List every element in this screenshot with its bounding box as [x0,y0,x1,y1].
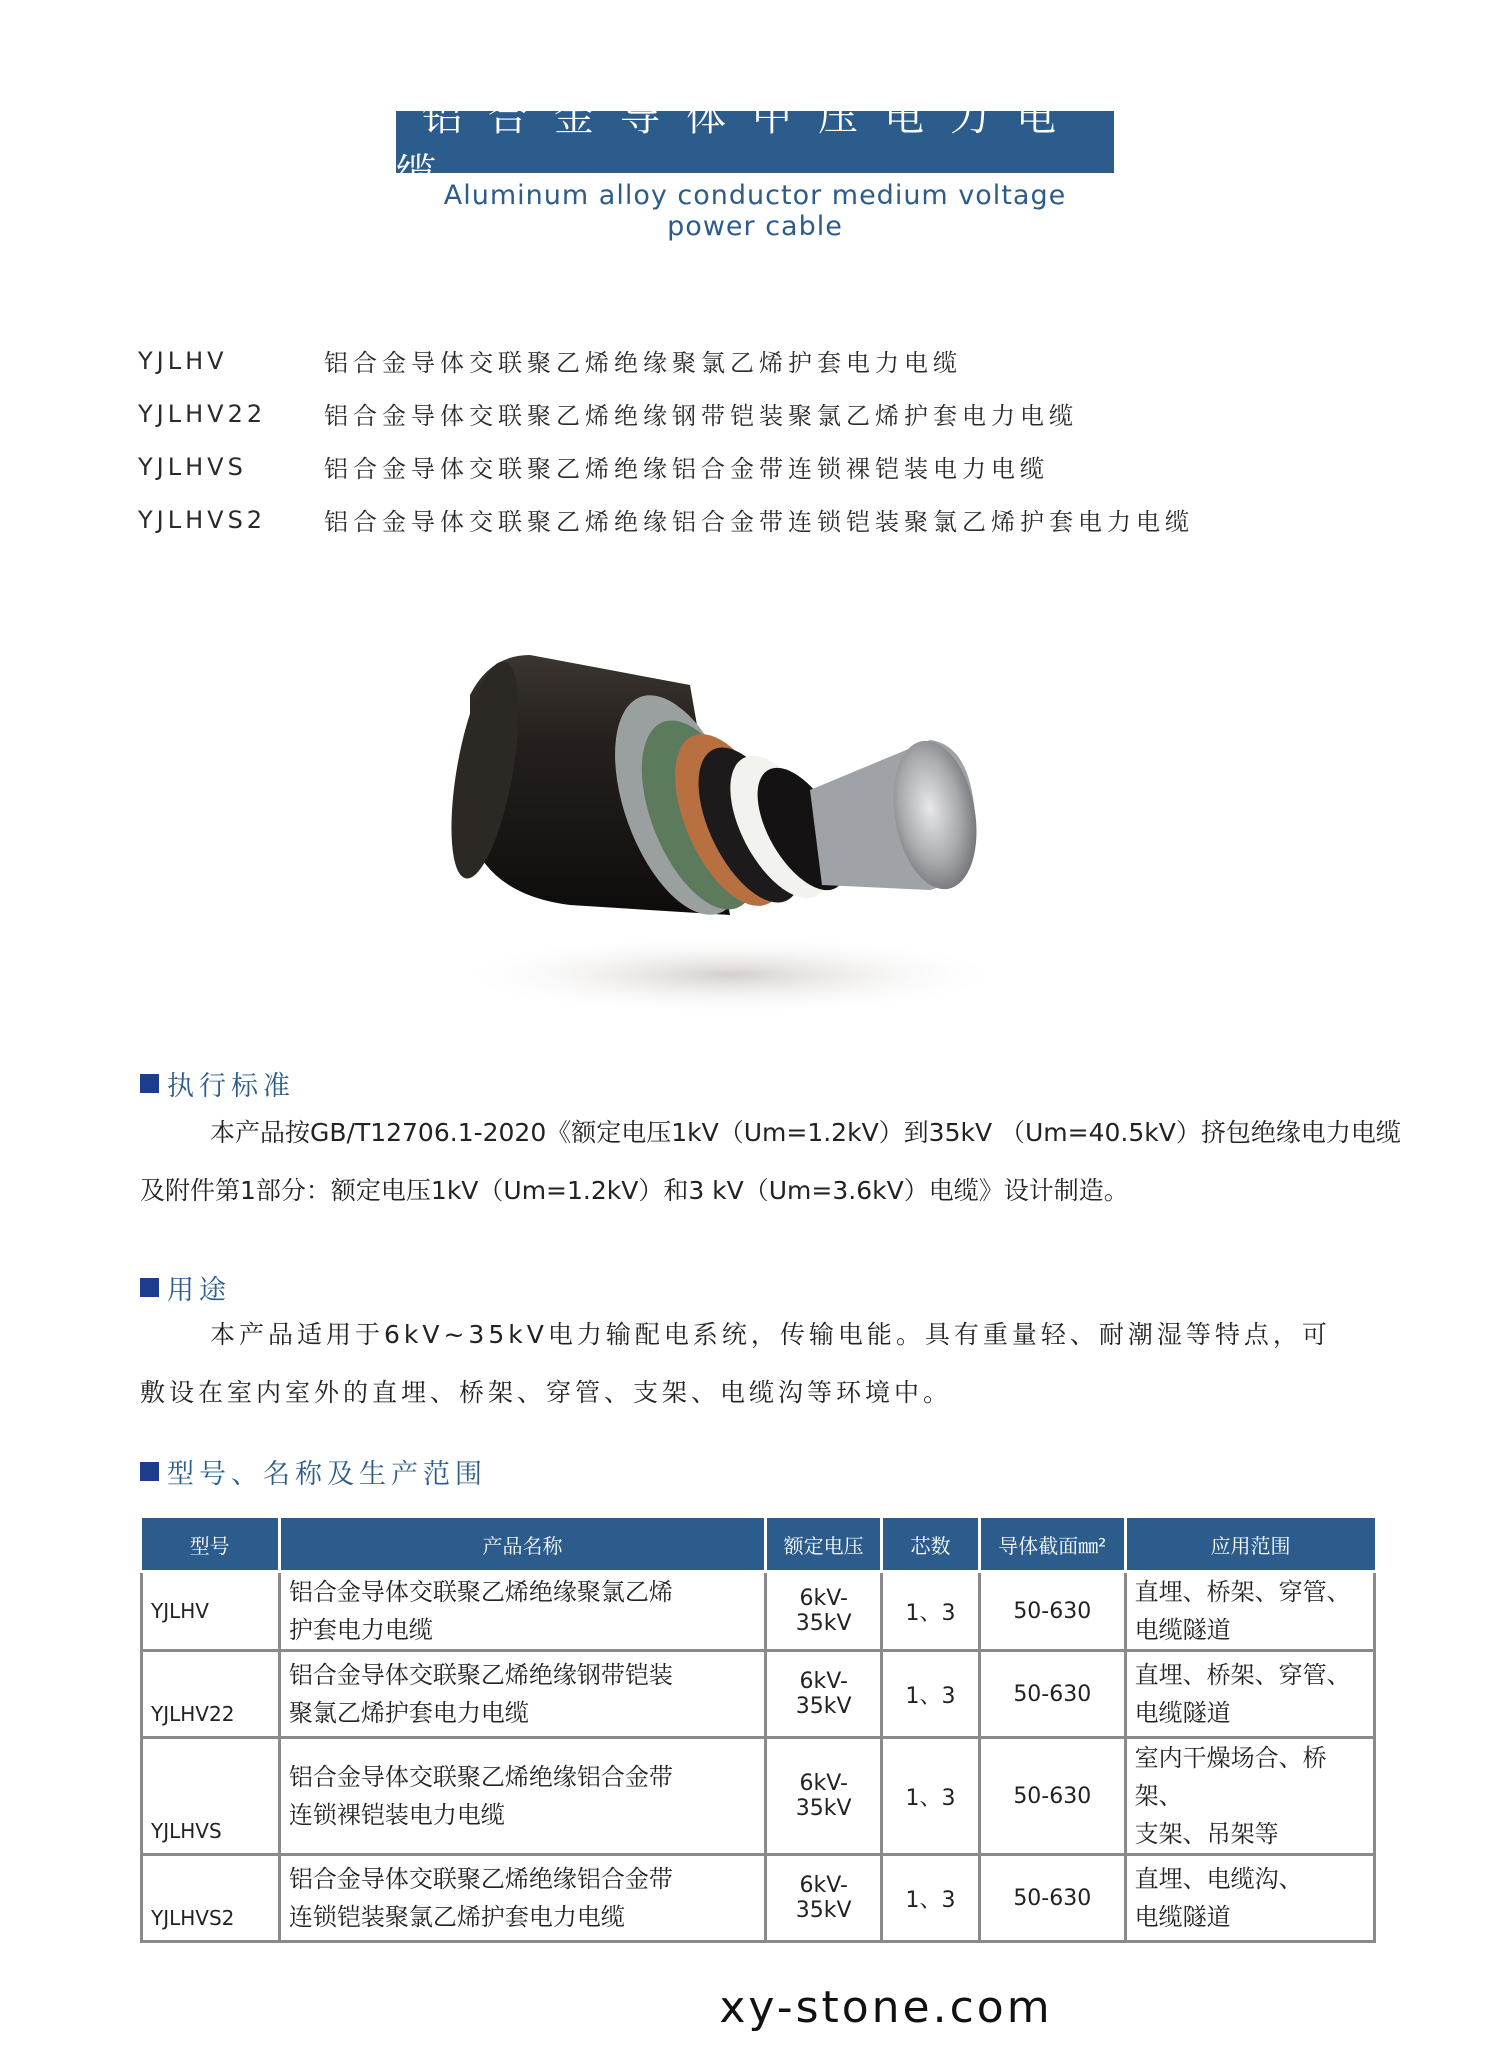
cell-cores: 1、3 [882,1738,980,1855]
app-line: 电缆隧道 [1134,1616,1231,1644]
model-code: YJLHVS [138,452,247,481]
model-row [138,493,1338,546]
cell-code: YJLHV [142,1572,280,1651]
column-header: 型号 [142,1518,280,1572]
cell-application [1125,1738,1374,1855]
standard-paragraph [140,1104,1400,1220]
cell-name [279,1855,765,1942]
spec-table [140,1518,1376,1943]
cell-name [279,1651,765,1738]
name-line: 连锁铠装聚氯乙烯护套电力电缆 [288,1903,625,1931]
model-row [138,334,1338,387]
column-header: 应用范围 [1125,1518,1374,1572]
usage-paragraph [140,1306,1400,1422]
model-name: 铝合金导体交联聚乙烯绝缘铝合金带连锁裸铠装电力电缆 [324,455,1049,483]
table-row [142,1855,1375,1942]
page-subtitle: Aluminum alloy conductor medium voltage power cable [443,180,1067,242]
cell-application [1125,1651,1374,1738]
model-row [138,440,1338,493]
section-title: 执行标准 [167,1071,295,1102]
cell-section: 50-630 [979,1738,1125,1855]
section-title: 用途 [167,1275,231,1306]
app-line: 室内干燥场合、桥架、 [1134,1744,1327,1810]
cell-code: YJLHVS2 [142,1855,280,1942]
column-header: 导体截面㎜² [979,1518,1125,1572]
name-line: 铝合金导体交联聚乙烯绝缘聚氯乙烯 [288,1578,673,1606]
name-line: 铝合金导体交联聚乙烯绝缘钢带铠装 [288,1661,673,1689]
paragraph-line: 本产品按GB/T12706.1-2020《额定电压1kV（Um=1.2kV）到35kV （Um=40.5kV）挤包绝缘电力电缆 [210,1118,1401,1147]
paragraph-line: 敷设在室内室外的直埋、桥架、穿管、支架、电缆沟等环境中。 [140,1378,953,1407]
column-header: 额定电压 [766,1518,882,1572]
column-header: 芯数 [882,1518,980,1572]
bullet-square-icon [140,1462,159,1481]
name-line: 铝合金导体交联聚乙烯绝缘铝合金带 [288,1763,673,1791]
bullet-square-icon [140,1278,159,1297]
cell-application [1125,1855,1374,1942]
cell-cores: 1、3 [882,1572,980,1651]
cell-cores: 1、3 [882,1855,980,1942]
name-line: 护套电力电缆 [288,1616,433,1644]
cable-cross-section-image [430,615,1030,1015]
page-title: 铝合金导体中压电力电缆 [396,111,1114,173]
cell-voltage: 6kV-35kV [766,1855,882,1942]
app-line: 直埋、电缆沟、 [1134,1865,1303,1893]
model-name: 铝合金导体交联聚乙烯绝缘聚氯乙烯护套电力电缆 [324,349,962,377]
table-header-row [142,1518,1375,1572]
section-standard-heading [140,1064,295,1103]
table-row [142,1572,1375,1651]
column-header: 产品名称 [279,1518,765,1572]
section-range-heading [140,1452,487,1491]
cell-code: YJLHV22 [142,1651,280,1738]
cell-voltage: 6kV-35kV [766,1738,882,1855]
cell-voltage: 6kV-35kV [766,1572,882,1651]
cell-application [1125,1572,1374,1651]
cell-section: 50-630 [979,1651,1125,1738]
table-row [142,1651,1375,1738]
name-line: 聚氯乙烯护套电力电缆 [288,1699,529,1727]
section-title: 型号、名称及生产范围 [167,1459,487,1490]
cell-section: 50-630 [979,1572,1125,1651]
model-list [138,334,1338,546]
model-name: 铝合金导体交联聚乙烯绝缘钢带铠装聚氯乙烯护套电力电缆 [324,402,1078,430]
model-name: 铝合金导体交联聚乙烯绝缘铝合金带连锁铠装聚氯乙烯护套电力电缆 [324,508,1194,536]
name-line: 铝合金导体交联聚乙烯绝缘铝合金带 [288,1865,673,1893]
app-line: 电缆隧道 [1134,1699,1231,1727]
app-line: 直埋、桥架、穿管、 [1134,1661,1351,1689]
bullet-square-icon [140,1074,159,1093]
cell-cores: 1、3 [882,1651,980,1738]
app-line: 直埋、桥架、穿管、 [1134,1578,1351,1606]
footer-website: xy-stone.com [719,1982,1053,2033]
section-usage-heading [140,1268,231,1307]
model-code: YJLHV22 [138,399,267,428]
cell-voltage: 6kV-35kV [766,1651,882,1738]
model-row [138,387,1338,440]
model-code: YJLHVS2 [138,505,267,534]
name-line: 连锁裸铠装电力电缆 [288,1801,505,1829]
cell-name [279,1738,765,1855]
paragraph-line: 本产品适用于6kV~35kV电力输配电系统，传输电能。具有重量轻、耐潮湿等特点，可 [210,1320,1331,1349]
paragraph-line: 及附件第1部分：额定电压1kV（Um=1.2kV）和3 kV（Um=3.6kV）电缆》设计制造。 [140,1176,1129,1205]
app-line: 支架、吊架等 [1134,1820,1279,1848]
cell-code: YJLHVS [142,1738,280,1855]
cell-name [279,1572,765,1651]
app-line: 电缆隧道 [1134,1903,1231,1931]
cell-section: 50-630 [979,1855,1125,1942]
model-code: YJLHV [138,346,228,375]
table-row [142,1738,1375,1855]
